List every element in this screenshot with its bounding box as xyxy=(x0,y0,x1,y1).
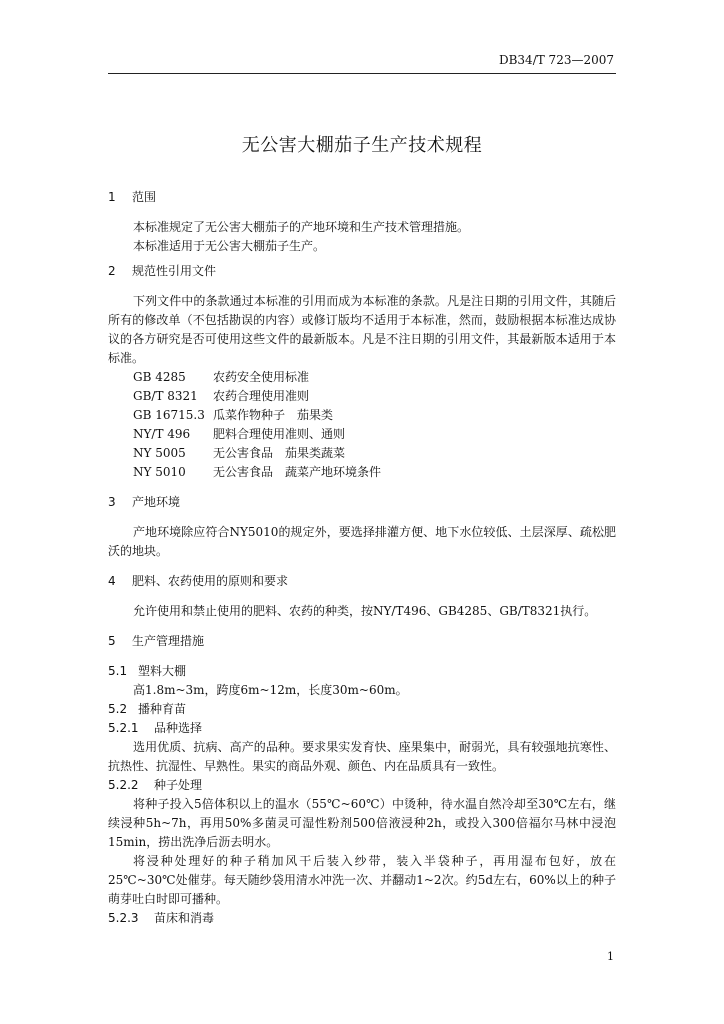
list-item xyxy=(108,368,616,387)
subsection-title: 播种育苗 xyxy=(138,702,187,716)
section-heading-2 xyxy=(108,262,616,281)
section-number: 2 xyxy=(108,264,116,278)
section-number: 1 xyxy=(108,190,116,204)
subsection-heading-5-2-2 xyxy=(108,776,616,795)
reference-code: GB 16715.3 xyxy=(133,408,205,422)
environment-paragraph: 产地环境除应符合NY5010的规定外，要选择排灌方便、地下水位较低、土层深厚、疏松肥沃的地块。 xyxy=(108,525,616,558)
reference-code: GB 4285 xyxy=(133,370,186,384)
fertilizer-paragraph: 允许使用和禁止使用的肥料、农药的种类，按NY/T496、GB4285、GB/T8321执行。 xyxy=(133,604,597,618)
reference-list xyxy=(108,368,616,482)
list-item xyxy=(108,406,616,425)
list-item xyxy=(108,425,616,444)
section-number: 5 xyxy=(108,634,116,648)
reference-code: NY/T 496 xyxy=(133,427,191,441)
section-heading-5 xyxy=(108,632,616,651)
scope-paragraph-2: 本标准适用于无公害大棚茄子生产。 xyxy=(133,239,326,253)
subsection-title: 种子处理 xyxy=(154,778,203,792)
list-item xyxy=(108,387,616,406)
section-heading-3 xyxy=(108,493,616,512)
reference-name: 肥料合理使用准则、通则 xyxy=(213,427,346,441)
list-item xyxy=(108,444,616,463)
seed-treatment-paragraph-2: 将浸种处理好的种子稍加风干后装入纱带，装入半袋种子，再用湿布包好，放在25℃~30℃处催芽。每天随纱袋用清水冲洗一次、并翻动1~2次。约5d左右，60%以上的种子萌芽吐白时即可播种。 xyxy=(108,854,616,906)
subsection-heading-5-2 xyxy=(108,700,616,719)
section-title: 产地环境 xyxy=(132,495,181,509)
section-number: 4 xyxy=(108,574,116,588)
subsection-number: 5.2.1 xyxy=(108,721,139,735)
standard-code: DB34/T 723—2007 xyxy=(498,53,614,67)
section-heading-4 xyxy=(108,572,616,591)
subsection-number: 5.2.2 xyxy=(108,778,139,792)
seed-treatment-paragraph-1: 将种子投入5倍体积以上的温水（55℃~60℃）中烫种，待水温自然冷却至30℃左右，继续浸种5h~7h，再用50%多菌灵可湿性粉剂500倍液浸种2h，或投入300倍福尔马林中浸泡15min，捞出洗净后沥去明水。 xyxy=(108,797,616,849)
section-title: 肥料、农药使用的原则和要求 xyxy=(132,574,289,588)
document-body xyxy=(108,188,616,928)
scope-paragraph-1: 本标准规定了无公害大棚茄子的产地环境和生产技术管理措施。 xyxy=(133,220,470,234)
reference-code: GB/T 8321 xyxy=(133,389,198,403)
subsection-title: 苗床和消毒 xyxy=(154,911,215,925)
reference-name: 农药合理使用准则 xyxy=(213,389,310,403)
subsection-number: 5.2.3 xyxy=(108,911,139,925)
reference-name: 瓜菜作物种子 茄果类 xyxy=(213,408,334,422)
reference-code: NY 5005 xyxy=(133,446,186,460)
subsection-heading-5-2-3 xyxy=(108,909,616,928)
page-number: 1 xyxy=(607,950,614,963)
subsection-number: 5.2 xyxy=(108,702,128,716)
variety-paragraph: 选用优质、抗病、高产的品种。要求果实发育快、座果集中，耐弱光，具有较强地抗寒性、抗热性、抗湿性、早熟性。果实的商品外观、颜色、内在品质具有一致性。 xyxy=(108,740,616,773)
section-title: 范围 xyxy=(132,190,157,204)
references-paragraph: 下列文件中的条款通过本标准的引用而成为本标准的条款。凡是注日期的引用文件，其随后所有的修改单（不包括勘误的内容）或修订版均不适用于本标准，然而，鼓励根据本标准达成协议的各方研究是否可使用这些文件的最新版本。凡是不注日期的引用文件，其最新版本适用于本标准。 xyxy=(108,294,616,365)
subsection-title: 塑料大棚 xyxy=(138,664,187,678)
section-number: 3 xyxy=(108,495,116,509)
subsection-heading-5-2-1 xyxy=(108,719,616,738)
greenhouse-paragraph: 高1.8m~3m，跨度6m~12m，长度30m~60m。 xyxy=(133,683,408,697)
section-heading-1 xyxy=(108,188,616,207)
subsection-heading-5-1 xyxy=(108,662,616,681)
list-item xyxy=(108,463,616,482)
subsection-number: 5.1 xyxy=(108,664,128,678)
reference-code: NY 5010 xyxy=(133,465,186,479)
reference-name: 无公害食品 蔬菜产地环境条件 xyxy=(213,465,382,479)
subsection-title: 品种选择 xyxy=(154,721,203,735)
section-title: 生产管理措施 xyxy=(132,634,205,648)
reference-name: 无公害食品 茄果类蔬菜 xyxy=(213,446,346,460)
document-title: 无公害大棚茄子生产技术规程 xyxy=(241,135,483,156)
section-title: 规范性引用文件 xyxy=(132,264,217,278)
header-rule xyxy=(108,73,616,74)
reference-name: 农药安全使用标准 xyxy=(213,370,310,384)
